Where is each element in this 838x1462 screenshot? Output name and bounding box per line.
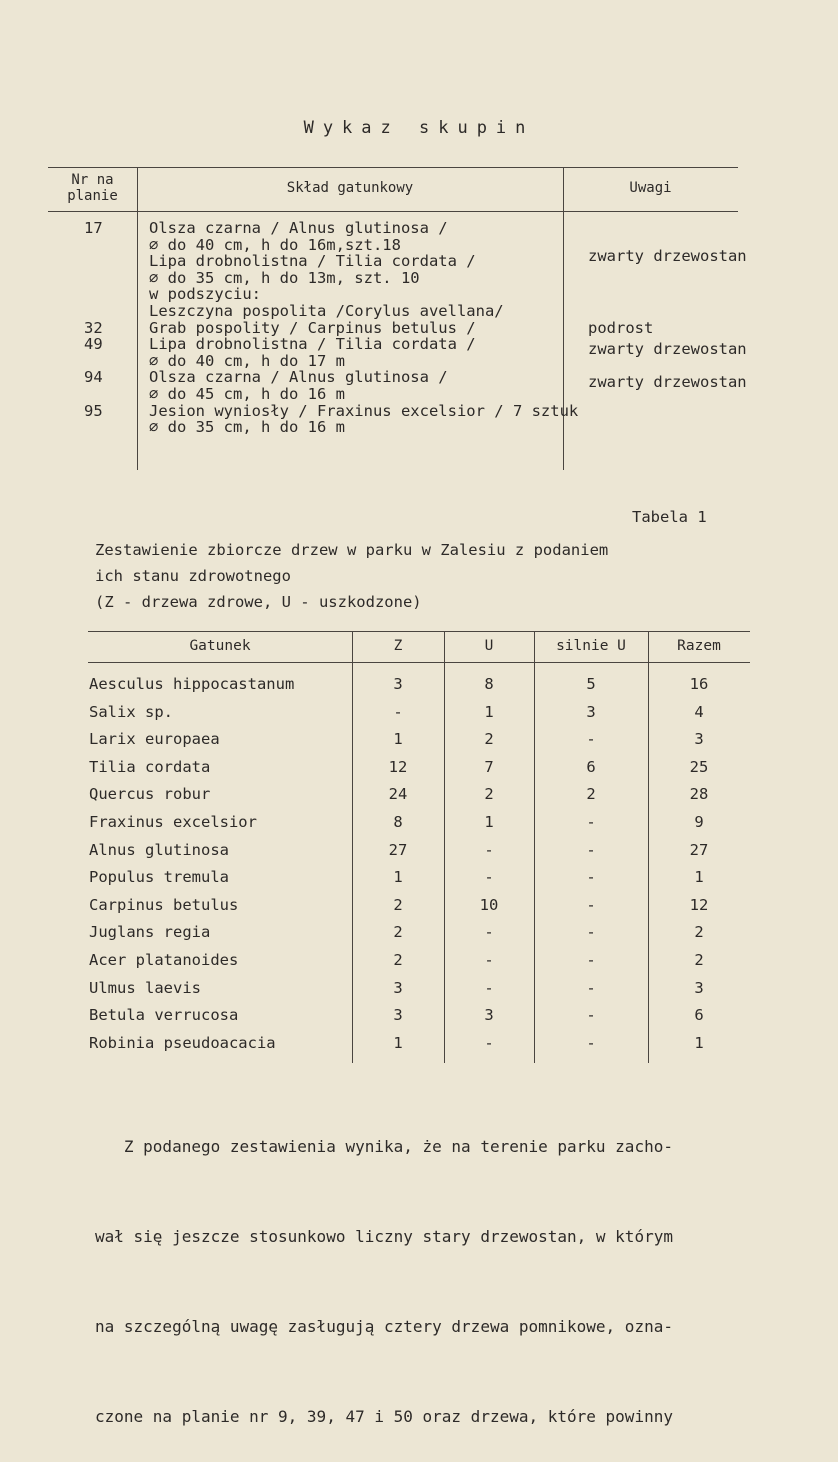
table2-count-cell: 25 bbox=[689, 757, 709, 776]
table2-count-cell: - bbox=[393, 702, 403, 721]
table2-count-cell: 9 bbox=[694, 813, 704, 831]
table2-count-cell: - bbox=[586, 1033, 596, 1052]
table2-count-cell: 7 bbox=[484, 757, 494, 776]
paragraph-line: czone na planie nr 9, 39, 47 i 50 oraz drzewa, które powinny bbox=[95, 1407, 673, 1426]
table2-count-cell: - bbox=[586, 840, 596, 859]
table2-count-cell: 1 bbox=[484, 813, 494, 831]
table2-count-cell: 1 bbox=[694, 868, 704, 887]
table2-species-cell: Quercus robur bbox=[89, 785, 211, 804]
table2-count-cell: - bbox=[586, 978, 596, 997]
table2-species-cell: Populus tremula bbox=[89, 868, 229, 887]
table2-count-cell: 28 bbox=[689, 785, 709, 804]
table2-species-cell: Acer platanoides bbox=[89, 951, 239, 969]
table2-count-cell: - bbox=[484, 923, 494, 942]
table2-species-cell: Aesculus hippocastanum bbox=[89, 675, 295, 693]
table2-count-cell: - bbox=[586, 868, 596, 887]
table2-count-cell: - bbox=[484, 951, 494, 969]
table-caption bbox=[95, 537, 608, 615]
table2-count-cell: 12 bbox=[689, 895, 709, 914]
table2-count-cell: 2 bbox=[484, 785, 494, 804]
caption-line: Zestawienie zbiorcze drzew w parku w Zalesiu z podaniem bbox=[95, 541, 609, 559]
table1-header-species: Skład gatunkowy bbox=[286, 180, 414, 196]
table2-count-cell: - bbox=[586, 813, 596, 831]
table1-nr: 32 bbox=[84, 318, 103, 337]
table2-species-cell: Tilia cordata bbox=[89, 757, 211, 776]
table2-count-cell: 1 bbox=[694, 1033, 704, 1052]
table2-count-cell: 4 bbox=[694, 702, 704, 721]
table2-count-cell: 3 bbox=[393, 978, 403, 997]
table1-species-line: Olsza czarna / Alnus glutinosa / bbox=[149, 219, 448, 237]
table1-header-nr: Nr na planie bbox=[67, 172, 118, 204]
table2-species-cell: Alnus glutinosa bbox=[89, 840, 229, 859]
table2-count-cell: 2 bbox=[694, 923, 704, 942]
caption-line: (Z - drzewa zdrowe, U - uszkodzone) bbox=[95, 593, 422, 611]
table1-species-line: ⌀ do 45 cm, h do 16 m bbox=[149, 385, 345, 403]
table1-note: zwarty drzewostan bbox=[588, 340, 747, 359]
table2-count-cell: 2 bbox=[484, 730, 494, 749]
table2-count-cell: 3 bbox=[694, 730, 704, 749]
table2-species-cell: Ulmus laevis bbox=[89, 978, 201, 997]
table2-count-cell: - bbox=[484, 1033, 494, 1052]
table2-count-cell: - bbox=[484, 840, 494, 859]
table2-species-cell: Carpinus betulus bbox=[89, 895, 239, 914]
table2-species-cell: Larix europaea bbox=[89, 730, 220, 749]
table2-count-cell: 5 bbox=[586, 675, 596, 693]
table2-count-cell: 2 bbox=[393, 923, 403, 942]
table1-species-line: ⌀ do 35 cm, h do 13m, szt. 10 bbox=[149, 268, 420, 287]
table2-count-cell: 1 bbox=[393, 868, 403, 887]
table2-count-cell: 8 bbox=[484, 675, 494, 693]
table1-species-line: Jesion wyniosły / Fraxinus excelsior / 7 sztuk bbox=[149, 401, 579, 420]
table2-count-cell: 16 bbox=[689, 675, 709, 693]
table2-species-cell: Salix sp. bbox=[89, 702, 173, 721]
table2-count-cell: - bbox=[586, 951, 596, 969]
table1-species-line: Lipa drobnolistna / Tilia cordata / bbox=[149, 252, 476, 271]
table2-count-cell: 12 bbox=[388, 757, 408, 776]
table1-species-line: Lipa drobnolistna / Tilia cordata / bbox=[149, 335, 476, 354]
table1-species-line: ⌀ do 35 cm, h do 16 m bbox=[149, 418, 345, 437]
table2-count-cell: 24 bbox=[388, 785, 408, 804]
table2-header-cell: silnie U bbox=[556, 638, 626, 654]
table2-count-cell: 6 bbox=[694, 1006, 704, 1025]
table2-count-cell: - bbox=[586, 895, 596, 914]
table1-species-line: Leszczyna pospolita /Corylus avellana/ bbox=[149, 302, 504, 320]
table2-species-cell: Betula verrucosa bbox=[89, 1006, 239, 1025]
table1-note: zwarty drzewostan bbox=[588, 373, 747, 392]
table2-header-cell: Gatunek bbox=[189, 638, 251, 654]
table1-species-line: Olsza czarna / Alnus glutinosa / bbox=[149, 368, 448, 387]
table1-header-notes: Uwagi bbox=[629, 180, 672, 196]
table2-count-cell: 1 bbox=[393, 1033, 403, 1052]
table1-species-line: Grab pospolity / Carpinus betulus / bbox=[149, 318, 476, 337]
table-label: Tabela 1 bbox=[632, 508, 707, 526]
table2-count-cell: 8 bbox=[393, 813, 403, 831]
table2-count-cell: - bbox=[586, 730, 596, 749]
table2-count-cell: 3 bbox=[393, 675, 403, 693]
table2-header-cell: Razem bbox=[677, 638, 721, 654]
table1-nr: 95 bbox=[84, 401, 103, 420]
table2-count-cell: 1 bbox=[484, 702, 494, 721]
table2-species-cell: Fraxinus excelsior bbox=[89, 813, 257, 831]
table1-nr: 49 bbox=[84, 335, 103, 354]
table2-count-cell: 10 bbox=[479, 895, 499, 914]
document-title: Wykaz skupin bbox=[303, 118, 535, 138]
table2-count-cell: 3 bbox=[484, 1006, 494, 1025]
table2-count-cell: 2 bbox=[393, 951, 403, 969]
table2-count-cell: 1 bbox=[393, 730, 403, 749]
table1-species-line: w podszyciu: bbox=[149, 285, 261, 304]
caption-line: ich stanu zdrowotnego bbox=[95, 567, 291, 585]
table2-count-cell: 2 bbox=[393, 895, 403, 914]
table2-count-cell: 3 bbox=[586, 702, 596, 721]
table2-count-cell: 27 bbox=[388, 840, 408, 859]
table2-count-cell: 6 bbox=[586, 757, 596, 776]
table2-count-cell: - bbox=[586, 1006, 596, 1025]
table2-count-cell: - bbox=[484, 978, 494, 997]
table2-count-cell: - bbox=[484, 868, 494, 887]
table2-count-cell: 27 bbox=[689, 840, 709, 859]
table1-nr: 94 bbox=[84, 368, 103, 387]
table2-count-cell: - bbox=[586, 923, 596, 942]
table1-species-line: ⌀ do 40 cm, h do 17 m bbox=[149, 351, 345, 370]
table2-species-cell: Juglans regia bbox=[89, 923, 211, 942]
paragraph-line: Z podanego zestawienia wynika, że na terenie parku zacho- bbox=[95, 1137, 673, 1156]
body-paragraph bbox=[95, 1072, 673, 1462]
paragraph-line: wał się jeszcze stosunkowo liczny stary drzewostan, w którym bbox=[95, 1227, 673, 1246]
table2-header-cell: Z bbox=[393, 638, 403, 654]
table2-count-cell: 3 bbox=[393, 1006, 403, 1025]
table2-count-cell: 2 bbox=[694, 951, 704, 969]
table2-species-cell: Robinia pseudoacacia bbox=[89, 1033, 276, 1052]
paragraph-line: na szczególną uwagę zasługują cztery drzewa pomnikowe, ozna- bbox=[95, 1317, 673, 1336]
table1-species-line: ⌀ do 40 cm, h do 16m,szt.18 bbox=[149, 235, 401, 254]
table1-nr: 17 bbox=[84, 219, 103, 237]
table1-note: podrost bbox=[588, 318, 654, 337]
table1-note: zwarty drzewostan bbox=[588, 247, 747, 266]
table2-header-cell: U bbox=[484, 638, 494, 654]
table2-count-cell: 2 bbox=[586, 785, 596, 804]
table2-count-cell: 3 bbox=[694, 978, 704, 997]
